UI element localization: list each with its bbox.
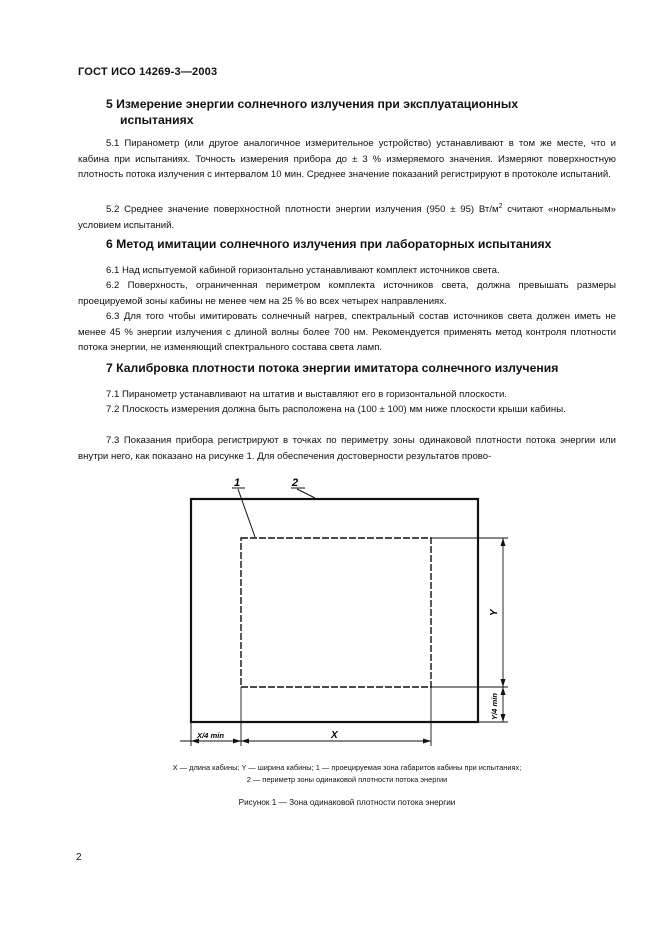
document-header: ГОСТ ИСО 14269-3—2003	[78, 66, 218, 78]
paragraph-7-2: 7.2 Плоскость измерения должна быть расположена на (100 ± 100) мм ниже плоскости крыши кабины.	[106, 404, 566, 415]
outer-perimeter-rect	[191, 499, 478, 722]
arrow-x-left	[241, 739, 249, 744]
callout-2: 2	[292, 477, 299, 489]
arrow-x4-right	[233, 739, 241, 744]
leader-line-2	[297, 489, 315, 498]
section-5-heading-line1: 5 Измерение энергии солнечного излучения при эксплуатационных	[106, 97, 519, 111]
figure-caption-line1: X — длина кабины; Y — ширина кабины; 1 — проецируемая зона габаритов кабины при испытаниях;	[172, 763, 522, 772]
arrow-y4-top	[501, 687, 506, 695]
dim-y-label: Y	[489, 609, 500, 616]
paragraph-5-2-superscript: 2	[498, 203, 503, 210]
dim-x-label: X	[331, 730, 338, 741]
arrow-y-bottom	[501, 679, 506, 687]
paragraph-6-1: 6.1 Над испытуемой кабиной горизонтально устанавливают комплект источников света.	[106, 265, 500, 276]
arrow-x-right	[423, 739, 431, 744]
paragraph-6-2: 6.2 Поверхность, ограниченная периметром комплекта источников света, должна превышать размеры проецируемой зоны кабины не менее чем на 25 % во всех четырех направлениях.	[78, 280, 616, 307]
figure-caption-line2: 2 — периметр зоны одинаковой плотности потока энергии	[246, 775, 448, 784]
paragraph-5-2-text-b: считают «нормальным» условием испытаний.	[78, 204, 616, 231]
section-5-heading-line2: испытаниях	[120, 113, 194, 127]
dim-x4-label: X/4 min	[197, 731, 225, 740]
section-7-heading: 7 Калибровка плотности потока энергии имитатора солнечного излучения	[106, 361, 559, 375]
figure-caption	[78, 762, 616, 786]
inner-projected-zone-rect	[241, 538, 431, 687]
dim-y4-label: Y/4 min	[490, 692, 499, 720]
paragraph-7-3: 7.3 Показания прибора регистрируют в точках по периметру зоны одинаковой плотности потока энергии или внутри него, как показано на рисунке 1. Для обеспечения достоверности результатов прово-	[78, 435, 616, 462]
callout-1: 1	[234, 477, 241, 489]
page-number: 2	[76, 852, 82, 863]
paragraph-6-3: 6.3 Для того чтобы имитировать солнечный нагрев, спектральный состав источников света должен иметь не менее 45 % энергии излучения с длиной волны более 700 нм. Рекомендуется применять метод контроля плотности потока энергии, не изменяющий спектрального состава света ламп.	[78, 311, 616, 353]
paragraph-7-1: 7.1 Пиранометр устанавливают на штатив и выставляют его в горизонтальной плоскости.	[106, 389, 507, 400]
arrow-y-top	[501, 538, 506, 546]
paragraph-5-2-text-a: 5.2 Среднее значение поверхностной плотности энергии излучения (950 ± 95) Вт/м	[106, 204, 499, 216]
figure-title: Рисунок 1 — Зона одинаковой плотности потока энергии	[238, 798, 456, 807]
leader-line-1	[238, 489, 255, 537]
paragraph-5-1: 5.1 Пиранометр (или другое аналогичное измерительное устройство) устанавливают в том же месте, что и кабина при испытаниях. Точность измерения прибора до ± 3 % измеряемого значения. Измеряют поверхностную плотность потока излучения с интервалом 10 мин. Среднее значение показаний регистрируют в протоколе испытаний.	[78, 138, 616, 180]
arrow-y4-bottom	[501, 714, 506, 722]
section-6-heading: 6 Метод имитации солнечного излучения при лабораторных испытаниях	[106, 237, 552, 251]
